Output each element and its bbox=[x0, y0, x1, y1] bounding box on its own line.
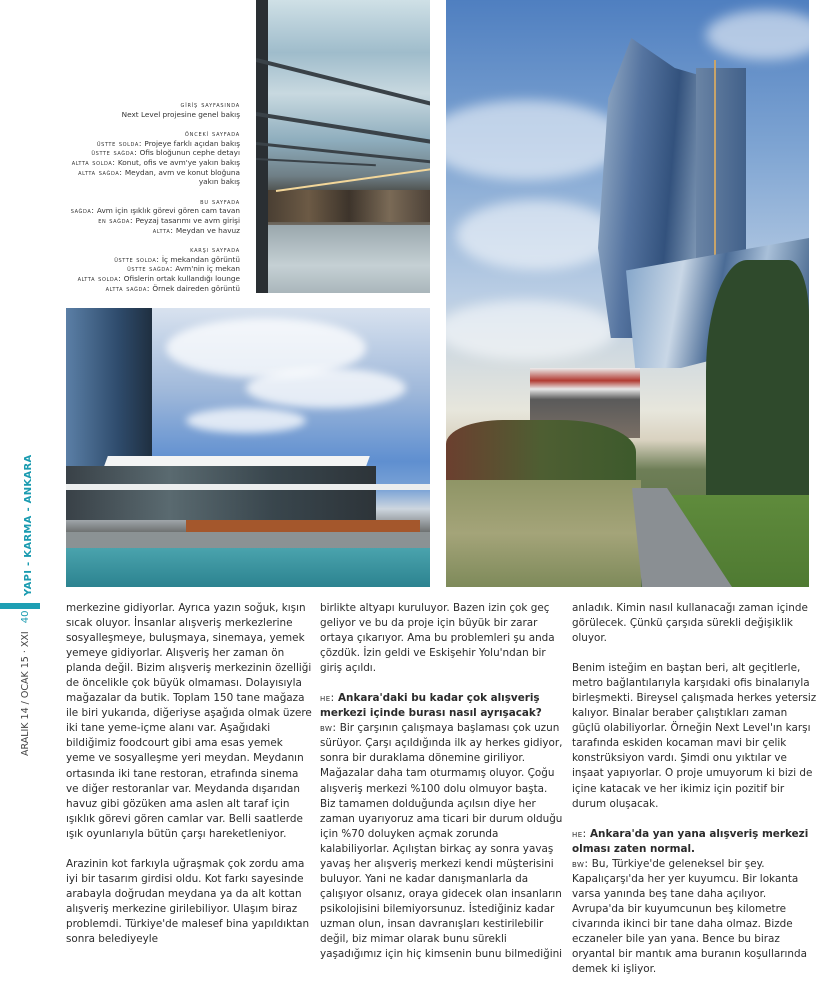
caption-text: Konut, ofis ve avm'ye yakın bakış bbox=[117, 158, 240, 168]
caption-text: Meydan ve havuz bbox=[175, 225, 240, 235]
photo-captions bbox=[62, 100, 240, 303]
photo-tower-landscape bbox=[446, 0, 809, 587]
photo-beam bbox=[256, 58, 430, 108]
section-accent-bar bbox=[0, 603, 40, 609]
issue-label bbox=[20, 611, 31, 756]
caption-text: Projeye farklı açıdan bakış bbox=[144, 138, 240, 148]
photo-cloud bbox=[446, 300, 616, 360]
caption-position-label: sağda: bbox=[70, 206, 95, 216]
caption-group bbox=[62, 197, 240, 236]
caption-heading: önceki̇ sayfada bbox=[184, 128, 240, 138]
article-column-2 bbox=[320, 601, 566, 977]
interviewee-label: bw: bbox=[572, 857, 589, 870]
caption-position-label: altta sağda: bbox=[78, 167, 123, 177]
article-column-1 bbox=[66, 601, 312, 962]
article-paragraph: anladık. Kimin nasıl kullanacağı zaman içinde görülecek. Çünkü çarşıda sürekli değişiklik oluyor. bbox=[572, 602, 808, 645]
photo-cloud bbox=[246, 368, 406, 408]
caption-position-label: en sağda: bbox=[98, 216, 134, 226]
caption-line bbox=[62, 274, 240, 284]
caption-line bbox=[62, 168, 240, 187]
photo-shopfronts bbox=[268, 190, 430, 222]
caption-line bbox=[62, 284, 240, 294]
caption-group bbox=[62, 100, 240, 119]
photo-cloud bbox=[706, 10, 809, 60]
interview-answer: Bu, Türkiye'de geleneksel bir şey. Kapalıçarşı'da her yer kuyumcu. Bir lokanta varsa yanında beş tane daha açılıyor. Avrupa'da bir kuyumcunun beş kilometre civarında ikinci bir tane daha olmaz. Bizde eczaneler bile yan yana. Bence bu biraz oryantal bir mantık ama buranın koşullarında demek ki işliyor. bbox=[572, 857, 807, 976]
caption-heading: bu sayfada bbox=[200, 196, 240, 206]
caption-line bbox=[62, 206, 240, 216]
article-paragraph: merkezine gidiyorlar. Ayrıca yazın soğuk, kışın sıcak oluyor. İnsanlar alışveriş merkezlerine sosyalleşmeye, buluşmaya, sinemaya, yemek yemeye gidiyorlar. Alışveriş her zaman ön planda değil. Bizim alışveriş merkezinin özelliği de öncelikle çok büyük olmaması. Dolayısıyla mağazalar da butik. Toplam 150 tane mağaza ile biri yukarıda, diğeriyse aşağıda olmak üzere iki tane yeme-içme alanı var. Aşağıdaki bildiğimiz foodcourt gibi ama esas yemek yeme ve sosyalleşme yeri meydan. Meydanın ortasında iki tane restoran, etrafında sinema ve diğer restoranlar var. Meydanda dışarıdan havuz gibi gözüken ama aslen alt taraf için ışıklık görevi gören camlar var. Belli saatlerde ışık oyunlarıyla bütün çarşı hareketleniyor. bbox=[66, 602, 312, 840]
caption-position-label: üstte sağda: bbox=[127, 264, 173, 274]
caption-text: İç mekandan görüntü bbox=[161, 254, 240, 264]
photo-plaza-pool bbox=[66, 308, 430, 587]
caption-position-label: altta sağda: bbox=[105, 283, 151, 293]
caption-text: Örnek daireden görüntü bbox=[152, 283, 240, 293]
photo-glass-tower bbox=[66, 308, 152, 468]
photo-pool bbox=[66, 548, 430, 587]
caption-line bbox=[62, 226, 240, 236]
section-label: YAPI - KARMA - ANKARA bbox=[23, 454, 34, 596]
photo-interior-glass-ceiling bbox=[256, 0, 430, 293]
caption-group bbox=[62, 129, 240, 187]
caption-position-label: üstte solda: bbox=[114, 254, 160, 264]
photo-light-strip bbox=[276, 168, 430, 192]
photo-cloud bbox=[456, 200, 616, 270]
photo-ornamental-grass bbox=[446, 480, 641, 587]
issue-date: ARALIK 14 / OCAK 15 · XXI bbox=[20, 631, 31, 756]
caption-position-label: altta solda: bbox=[77, 274, 122, 284]
photo-beam bbox=[256, 158, 376, 166]
interview-exchange bbox=[320, 691, 566, 962]
interview-answer: Bir çarşının çalışmaya başlaması çok uzun sürüyor. Çarşı açıldığında ilk ay herkes gidiyor, sonra bir duraklama dönemine giriliyor. Mağazalar daha tam oturmamış oluyor. Çoğu alışveriş merkezi %100 dolu olmuyor başta. Biz tamamen dolduğunda açılsın diye her zaman uyarıyoruz ama ticari bir durum olduğu için %70 doluyken açmak zorunda kalabiliyorlar. Açılıştan birkaç ay sonra yavaş yavaş her alışveriş merkezi kendi müşterisini buluyor. Yani ne kadar danışmanlarla da çalışıyor olsanız, oraya gidecek olan insanların psikolojisini bilemiyorsunuz. İstediğiniz kadar uzman olun, insan davranışları kestirilebilir değil, biz mimar olarak bunu sürekli yaşadığımız için hiç kimsenin bunu bilmediğini bbox=[320, 722, 563, 961]
caption-line bbox=[62, 110, 240, 120]
caption-position-label: altta solda: bbox=[71, 158, 116, 168]
caption-text: Ofislerin ortak kullandığı lounge bbox=[123, 274, 240, 284]
photo-canopy bbox=[66, 484, 430, 490]
photo-cloud bbox=[446, 100, 626, 180]
photo-cloud bbox=[186, 408, 306, 433]
caption-line bbox=[62, 158, 240, 168]
caption-text: Avm için ışıklık görevi gören cam tavan bbox=[96, 206, 240, 216]
interviewer-label: he: bbox=[320, 692, 335, 705]
photo-beam bbox=[256, 112, 430, 146]
caption-text: Avm'nin iç mekan bbox=[175, 264, 240, 274]
article-paragraph: birlikte altyapı kuruluyor. Bazen izin çok geç geliyor ve bu da proje için büyük bir zarar ortaya çıkarıyor. Ama bu problemleri şu anda çözdük. İzin geldi ve Eskişehir Yolu'ndan bir giriş açıldı. bbox=[320, 602, 555, 675]
caption-text: Peyzaj tasarımı ve avm girişi bbox=[135, 216, 240, 226]
photo-floor bbox=[268, 225, 430, 293]
interview-exchange bbox=[572, 827, 818, 977]
caption-heading: karşi sayfada bbox=[190, 244, 240, 254]
caption-position-label: altta: bbox=[152, 225, 174, 235]
photo-pillar bbox=[256, 0, 268, 293]
caption-text: Next Level projesine genel bakış bbox=[121, 109, 240, 119]
caption-position-label: üstte solda: bbox=[96, 138, 143, 148]
photo-planter bbox=[186, 520, 420, 532]
caption-line bbox=[62, 216, 240, 226]
caption-line bbox=[62, 264, 240, 274]
photo-walkway bbox=[66, 532, 430, 548]
page-number: 40 bbox=[20, 610, 31, 624]
interview-question: Ankara'da yan yana alışveriş merkezi olması zaten normal. bbox=[572, 827, 809, 855]
caption-position-label: üstte sağda: bbox=[91, 148, 138, 158]
article-paragraph: Benim isteğim en baştan beri, alt geçitlerle, metro bağlantılarıyla karşıdaki ofis binalarıyla birleşmekti. Bireysel çalışmada herkes yetersiz kalıyor. Binalar beraber çalıştıkları zaman güçlü olabiliyorlar. Örneğin Next Level'ın karşı tarafında eskiden kocaman mavi bir çelik konstrüksiyon vardı. Şimdi onu yıktılar ve inşaat yapıyorlar. O proje umuyorum ki bizi de içine katacak ve her ikimiz için pozitif bir durum oluşacak. bbox=[572, 662, 817, 810]
caption-line bbox=[62, 139, 240, 149]
caption-line bbox=[62, 255, 240, 265]
interviewer-label: he: bbox=[572, 827, 587, 840]
photo-canopy bbox=[104, 456, 370, 466]
caption-line bbox=[62, 148, 240, 158]
caption-text: Meydan, avm ve konut bloğuna yakın bakış bbox=[124, 167, 240, 187]
photo-restaurant-building bbox=[66, 466, 376, 520]
caption-group bbox=[62, 245, 240, 294]
caption-heading: gi̇ri̇ş sayfasinda bbox=[180, 100, 240, 109]
caption-text: Ofis bloğunun cephe detayı bbox=[139, 148, 240, 158]
article-paragraph: Arazinin kot farkıyla uğraşmak çok zordu ama iyi bir tasarım girdisi oldu. Kot farkı sayesinde arabayla doğrudan meydana ya da alt kottan alışveriş merkezine girilebiliyor. Ulaşım biraz problemdi. Türkiye'de malesef bina yapıldıktan sonra belediyeyle bbox=[66, 857, 310, 945]
interviewee-label: bw: bbox=[320, 722, 337, 735]
interview-question: Ankara'daki bu kadar çok alışveriş merkezi içinde burası nasıl ayrışacak? bbox=[320, 692, 542, 720]
article-column-3 bbox=[572, 601, 818, 992]
